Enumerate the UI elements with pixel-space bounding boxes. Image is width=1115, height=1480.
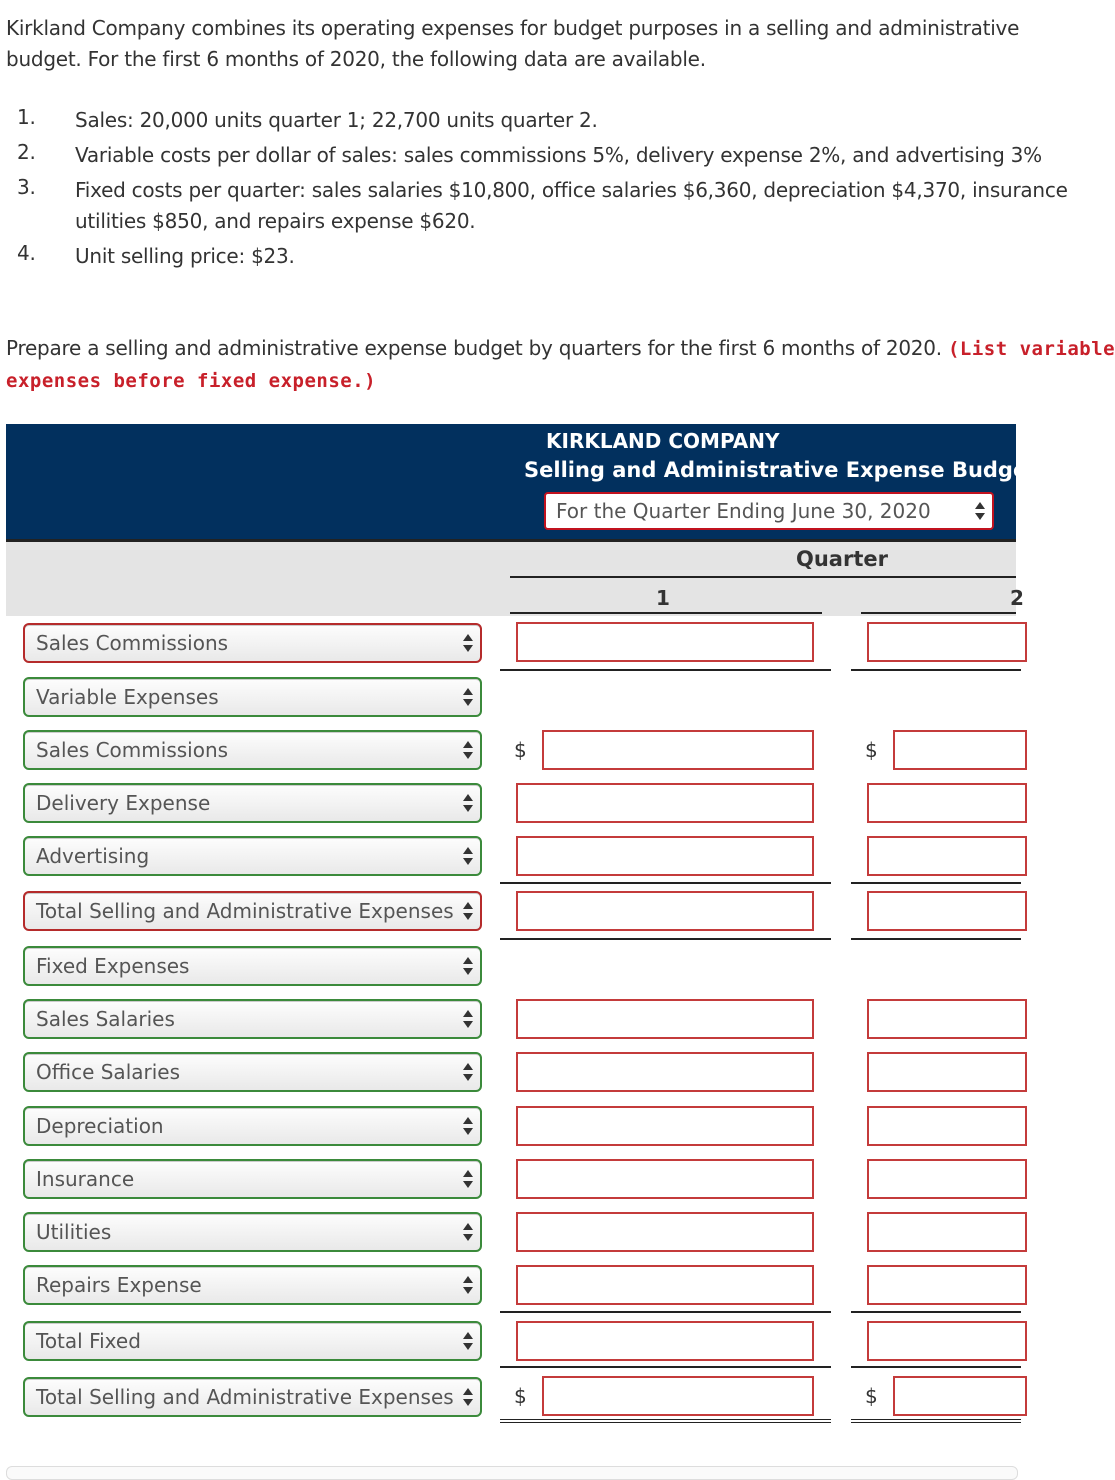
q2-amount-input[interactable] (867, 836, 1027, 876)
dollar-sign: $ (865, 1384, 878, 1408)
q1-amount-input[interactable] (516, 999, 814, 1039)
row-label-select[interactable] (23, 891, 482, 931)
row-rule (500, 669, 831, 671)
period-select[interactable] (544, 492, 994, 530)
q2-amount-input[interactable] (867, 783, 1027, 823)
q1-amount-input[interactable] (516, 891, 814, 931)
row-label-select[interactable] (23, 1212, 482, 1252)
row-rule (500, 938, 831, 940)
select-arrows-icon (463, 1062, 473, 1082)
company-name: KIRKLAND COMPANY (546, 429, 780, 453)
q1-amount-input[interactable] (516, 1159, 814, 1199)
q2-amount-input[interactable] (867, 891, 1027, 931)
row-label-text: Total Fixed (36, 1329, 141, 1353)
problem-intro: Kirkland Company combines its operating expenses for budget purposes in a selling and administrative budget. For the first 6 months of 2020, the following data are available. (6, 16, 1020, 71)
row-label-text: Depreciation (36, 1114, 164, 1138)
row-label-select[interactable] (23, 1052, 482, 1092)
select-arrows-icon (463, 687, 473, 707)
select-arrows-icon (463, 1331, 473, 1351)
quarter-rule (510, 576, 1016, 578)
select-arrows-icon (463, 793, 473, 813)
q2-amount-input[interactable] (867, 1321, 1027, 1361)
select-arrows-icon (463, 1222, 473, 1242)
select-arrows-icon (463, 1169, 473, 1189)
row-rule (851, 938, 1021, 940)
row-label-text: Office Salaries (36, 1060, 181, 1084)
total-double-rule (851, 1419, 1021, 1423)
column-2-rule (861, 612, 1016, 614)
column-1-rule (510, 612, 822, 614)
budget-title: Selling and Administrative Expense Budget (524, 458, 1038, 482)
row-label-text: Repairs Expense (36, 1273, 202, 1297)
row-label-text: Total Selling and Administrative Expenses (36, 1385, 454, 1409)
row-label-select[interactable] (23, 623, 482, 663)
row-rule (851, 669, 1021, 671)
instructions (6, 333, 1115, 397)
row-label-text: Sales Salaries (36, 1007, 175, 1031)
budget-header-banner (6, 424, 1038, 539)
total-double-rule (500, 1419, 831, 1423)
q1-amount-input[interactable] (516, 783, 814, 823)
instructions-note-continued: expenses before fixed expense.) (6, 370, 377, 392)
column-header (6, 539, 1024, 616)
q1-amount-input[interactable] (542, 1376, 814, 1416)
select-arrows-icon (463, 956, 473, 976)
q1-amount-input[interactable] (516, 1052, 814, 1092)
row-label-select[interactable] (23, 1377, 482, 1417)
q1-amount-input[interactable] (542, 730, 814, 770)
column-1-label: 1 (656, 586, 670, 610)
q2-amount-input[interactable] (867, 1159, 1027, 1199)
q2-amount-input[interactable] (867, 1052, 1027, 1092)
q2-amount-input[interactable] (867, 622, 1027, 662)
select-arrows-icon (975, 501, 985, 521)
dollar-sign: $ (514, 738, 527, 762)
select-arrows-icon (463, 1009, 473, 1029)
row-label-select[interactable] (23, 677, 482, 717)
q2-amount-input[interactable] (893, 730, 1027, 770)
row-label-text: Sales Commissions (36, 738, 229, 762)
row-label-text: Sales Commissions (36, 631, 229, 655)
row-label-text: Variable Expenses (36, 685, 219, 709)
row-label-select[interactable] (23, 1265, 482, 1305)
row-rule (500, 1311, 831, 1313)
list-text: Sales: 20,000 units quarter 1; 22,700 units quarter 2. (75, 108, 598, 132)
select-arrows-icon (463, 846, 473, 866)
row-label-select[interactable] (23, 783, 482, 823)
q2-amount-input[interactable] (867, 999, 1027, 1039)
select-arrows-icon (463, 1275, 473, 1295)
row-label-select[interactable] (23, 1106, 482, 1146)
row-rule (851, 882, 1021, 884)
list-number: 2. (17, 140, 36, 164)
q2-amount-input[interactable] (867, 1265, 1027, 1305)
row-label-text: Advertising (36, 844, 150, 868)
q1-amount-input[interactable] (516, 836, 814, 876)
row-label-text: Utilities (36, 1220, 112, 1244)
list-text: Variable costs per dollar of sales: sales commissions 5%, delivery expense 2%, and advertising 3% (75, 143, 1042, 167)
row-label-select[interactable] (23, 836, 482, 876)
instructions-text: Prepare a selling and administrative expense budget by quarters for the first 6 months of 2020. (6, 336, 942, 360)
row-label-text: Fixed Expenses (36, 954, 190, 978)
list-text: Fixed costs per quarter: sales salaries $10,800, office salaries $6,360, depreciation $4,370, insurance (75, 178, 1068, 202)
period-select-value: For the Quarter Ending June 30, 2020 (556, 499, 931, 523)
list-text: Unit selling price: $23. (75, 244, 295, 268)
row-label-text: Total Selling and Administrative Expenses (36, 899, 454, 923)
q1-amount-input[interactable] (516, 1265, 814, 1305)
row-label-text: Delivery Expense (36, 791, 211, 815)
row-rule (851, 1311, 1021, 1313)
list-number: 4. (17, 241, 36, 265)
row-label-select[interactable] (23, 730, 482, 770)
q1-amount-input[interactable] (516, 1321, 814, 1361)
footer-panel (6, 1466, 1018, 1480)
q2-amount-input[interactable] (867, 1212, 1027, 1252)
q1-amount-input[interactable] (516, 622, 814, 662)
row-rule (500, 882, 831, 884)
q1-amount-input[interactable] (516, 1212, 814, 1252)
select-arrows-icon (463, 1387, 473, 1407)
list-number: 1. (17, 105, 36, 129)
q2-amount-input[interactable] (893, 1376, 1027, 1416)
row-label-text: Insurance (36, 1167, 135, 1191)
instructions-note: (List variable (947, 338, 1115, 360)
quarter-label: Quarter (796, 547, 888, 571)
q1-amount-input[interactable] (516, 1106, 814, 1146)
q2-amount-input[interactable] (867, 1106, 1027, 1146)
list-text: utilities $850, and repairs expense $620. (75, 209, 476, 233)
dollar-sign: $ (865, 738, 878, 762)
select-arrows-icon (463, 1116, 473, 1136)
row-label-select[interactable] (23, 1159, 482, 1199)
select-arrows-icon (463, 740, 473, 760)
column-2-label: 2 (1010, 586, 1024, 610)
list-number: 3. (17, 175, 36, 199)
row-label-select[interactable] (23, 946, 482, 986)
select-arrows-icon (463, 901, 473, 921)
dollar-sign: $ (514, 1384, 527, 1408)
row-rule (851, 1366, 1021, 1368)
select-arrows-icon (463, 633, 473, 653)
row-rule (500, 1366, 831, 1368)
row-label-select[interactable] (23, 1321, 482, 1361)
row-label-select[interactable] (23, 999, 482, 1039)
